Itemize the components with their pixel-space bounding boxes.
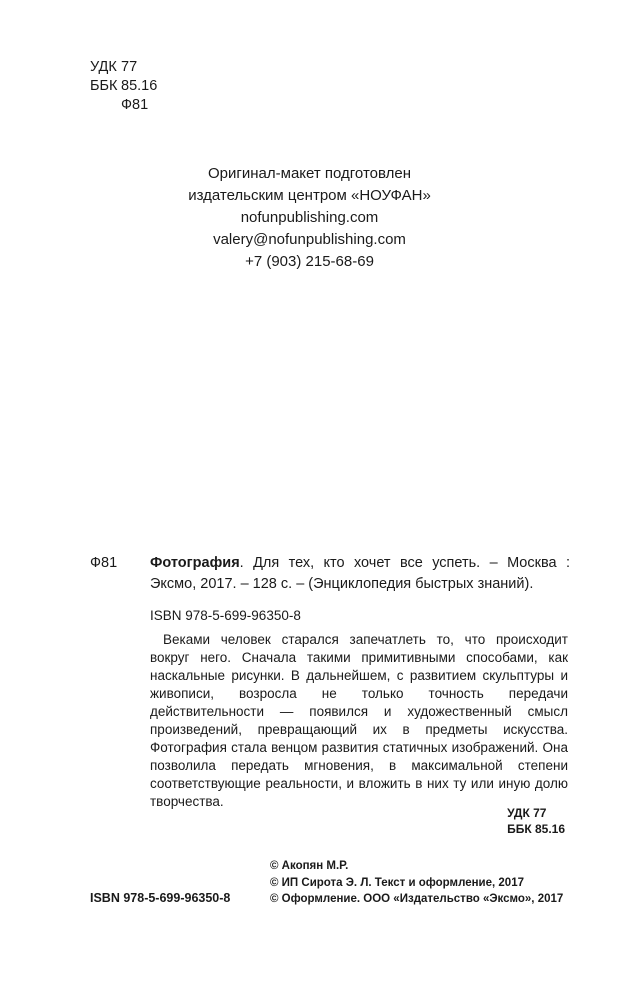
publisher-info [0, 163, 619, 273]
publisher-phone: +7 (903) 215-68-69 [245, 253, 374, 270]
publisher-website: nofunpublishing.com [240, 209, 379, 226]
biblio-isbn: ISBN 978-5-699-96350-8 [150, 608, 301, 623]
biblio-text [150, 553, 570, 595]
author-mark: Ф81 [121, 97, 149, 113]
book-description: . Для тех, кто хочет все успеть. – Москва : Эксмо, 2017. – 128 с. – (Энциклопедия быстрых знаний). [150, 555, 570, 592]
copyright-line-2: © ИП Сирота Э. Л. Текст и оформление, 2017 [270, 876, 524, 889]
classification-block [90, 58, 157, 115]
copyright-line-1: © Акопян М.Р. [270, 860, 349, 872]
bbk-row [90, 77, 157, 96]
copyright-block [270, 858, 563, 908]
copyright-line-3: © Оформление. ООО «Издательство «Эксмо», 2017 [270, 893, 564, 905]
biblio-author-mark: Ф81 [90, 555, 118, 571]
publisher-line-2: издательским центром «НОУФАН» [188, 187, 431, 204]
publisher-email: valery@nofunpublishing.com [213, 231, 406, 248]
author-mark-row [90, 96, 157, 115]
bibliographic-record [90, 553, 570, 595]
annotation: Веками человек старался запечатлеть то, что происходит вокруг него. Сначала такими примитивными способами, как наскальные рисунки. В дальнейшем, с развитием скульптуры и живописи, возросла не только точность передачи действительности — появился и художественный смысл произведений, превращающий их в предметы искусства. Фотография стала венцом развития статичных изображений. Она позволила передать мгновения, в максимальной степени соответствующие реальности, и вложить в них ту или иную долю творчества. [150, 632, 568, 809]
udk-value: 77 [121, 59, 138, 75]
isbn-bold: ISBN 978-5-699-96350-8 [90, 891, 231, 905]
bbk-label: ББК [90, 78, 118, 94]
book-title: Фотография [150, 555, 240, 571]
bbk-value: 85.16 [121, 78, 158, 94]
bbk-bold: ББК 85.16 [507, 822, 565, 836]
udk-label: УДК [90, 59, 117, 75]
publisher-line-1: Оригинал-макет подготовлен [208, 165, 411, 182]
classification-bold [507, 805, 565, 837]
udk-bold: УДК 77 [507, 806, 547, 820]
udk-row [90, 58, 157, 77]
